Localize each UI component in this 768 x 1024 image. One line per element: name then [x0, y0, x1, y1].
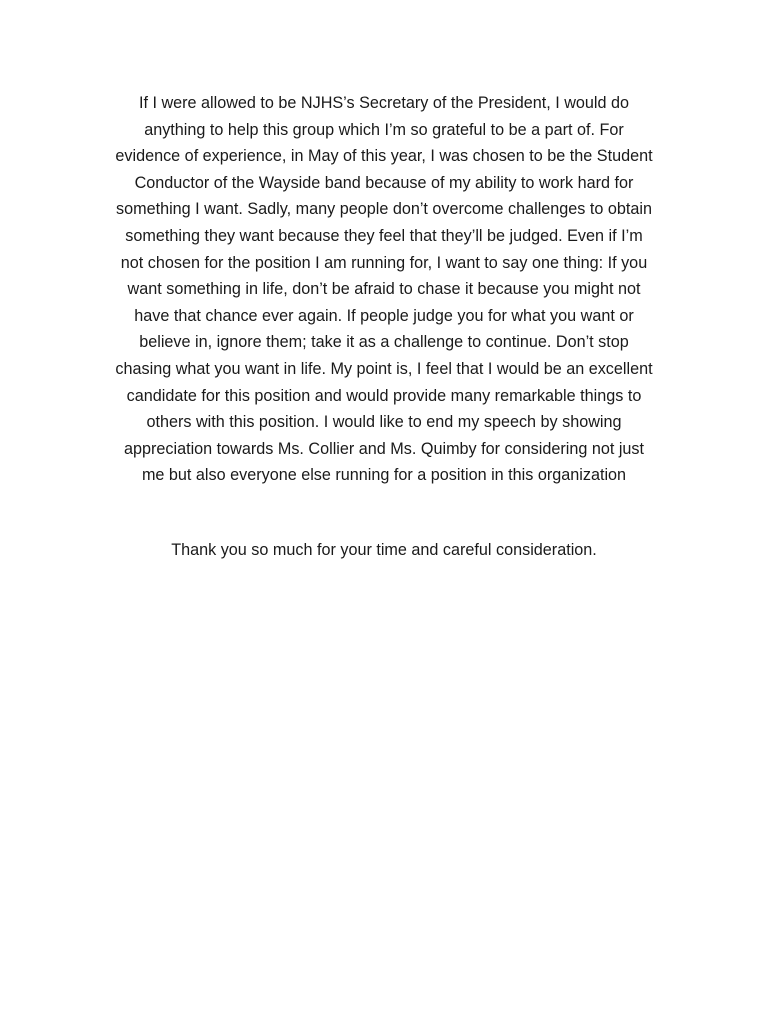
speech-line: Conductor of the Wayside band because of my ability to work hard for: [134, 173, 634, 192]
speech-line: something they want because they feel that they’ll be judged. Even if I’m: [125, 226, 643, 245]
speech-line: have that chance ever again. If people judge you for what you want or: [134, 306, 634, 325]
speech-line: appreciation towards Ms. Collier and Ms. Quimby for considering not just: [123, 439, 645, 458]
speech-line: something I want. Sadly, many people don’t overcome challenges to obtain: [115, 200, 652, 219]
speech-line: candidate for this position and would provide many remarkable things to: [126, 386, 642, 405]
speech-line: If I were allowed to be NJHS’s Secretary of the President, I would do: [138, 94, 630, 112]
speech-line: chasing what you want in life. My point is, I feel that I would be an excellent: [115, 359, 653, 378]
speech-line: believe in, ignore them; take it as a challenge to continue. Don’t stop: [139, 333, 629, 352]
speech-line: want something in life, don’t be afraid to chase it because you might not: [127, 280, 641, 299]
closing-line: Thank you so much for your time and careful consideration.: [171, 541, 597, 559]
speech-line: others with this position. I would like to end my speech by showing: [146, 413, 622, 432]
speech-line: me but also everyone else running for a position in this organization: [141, 466, 627, 485]
speech-line: anything to help this group which I’m so grateful to be a part of. For: [144, 120, 624, 139]
speech-line: evidence of experience, in May of this year, I was chosen to be the Student: [115, 147, 653, 166]
speech-line: not chosen for the position I am running for, I want to say one thing: If you: [120, 253, 648, 272]
speech-paragraph: [84, 90, 684, 489]
